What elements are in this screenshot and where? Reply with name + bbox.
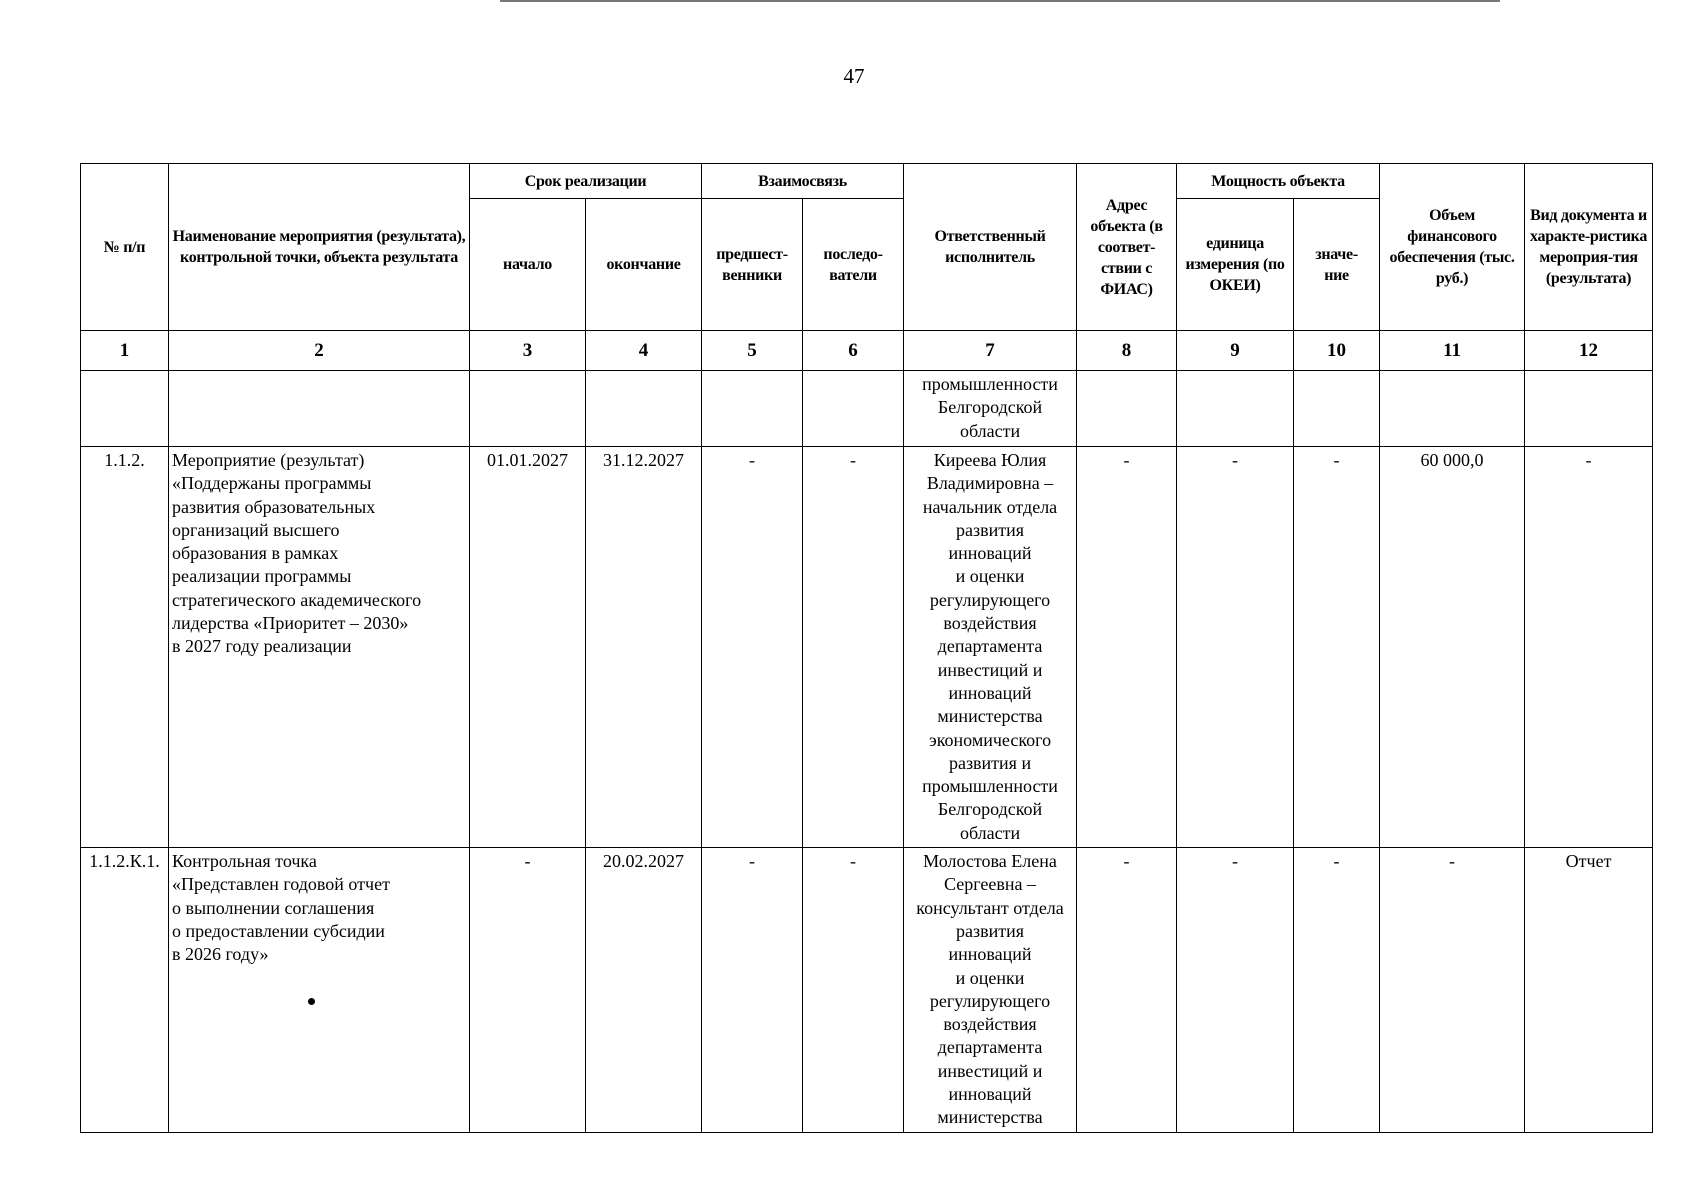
cell-unit: - [1177,447,1294,848]
cell-finance [1380,371,1525,447]
cell-name [169,371,470,447]
cell-successors: - [803,848,904,1133]
cell-responsible: Киреева Юлия Владимировна – начальник отдела развития инноваций и оценки регулирующего воздействия департамента инвестиций и инноваций министерства экономического развития и промышленности Белгородской области [904,447,1077,848]
cell-doc-type [1525,371,1653,447]
cell-num [81,371,169,447]
scan-edge-line [500,0,1500,2]
cell-name: Контрольная точка «Представлен годовой отчет о выполнении соглашения о предоставлении субсидии в 2026 году» [169,848,470,1133]
cell-unit [1177,371,1294,447]
header-capacity-group: Мощность объекта [1177,164,1380,199]
cell-end: 20.02.2027 [586,848,702,1133]
column-number-row [81,331,1653,371]
cell-address [1077,371,1177,447]
table-row [81,848,1653,1133]
cell-finance: - [1380,848,1525,1133]
cell-start: 01.01.2027 [470,447,586,848]
header-row-1 [81,164,1653,199]
cell-value: - [1294,848,1380,1133]
header-unit: единица измерения (по ОКЕИ) [1177,199,1294,331]
cell-address: - [1077,447,1177,848]
header-term-group: Срок реализации [470,164,702,199]
cell-value [1294,371,1380,447]
cell-responsible: промышленности Белгородской области [904,371,1077,447]
cell-predecessors: - [702,447,803,848]
cell-predecessors: - [702,848,803,1133]
header-successors: последо- ватели [803,199,904,331]
header-num: № п/п [81,164,169,331]
cell-doc-type: - [1525,447,1653,848]
cell-predecessors [702,371,803,447]
cell-start: - [470,848,586,1133]
header-responsible: Ответственный исполнитель [904,164,1077,331]
column-number: 11 [1380,331,1525,371]
page-number: 47 [843,64,865,88]
cell-end [586,371,702,447]
cell-num: 1.1.2.К.1. [81,848,169,1133]
column-number: 8 [1077,331,1177,371]
header-end: окончание [586,199,702,331]
column-number: 6 [803,331,904,371]
column-number: 2 [169,331,470,371]
cell-start [470,371,586,447]
table-row [81,447,1653,848]
column-number: 9 [1177,331,1294,371]
cell-num: 1.1.2. [81,447,169,848]
header-link-group: Взаимосвязь [702,164,904,199]
cell-value: - [1294,447,1380,848]
header-predecessors: предшест- венники [702,199,803,331]
column-number: 5 [702,331,803,371]
header-value: значе- ние [1294,199,1380,331]
cell-finance: 60 000,0 [1380,447,1525,848]
header-doc-type: Вид документа и характе-ристика мероприя-тия (результата) [1525,164,1653,331]
column-number: 1 [81,331,169,371]
activity-plan-table [80,163,1653,1133]
column-number: 3 [470,331,586,371]
cell-successors: - [803,447,904,848]
cell-unit: - [1177,848,1294,1133]
cell-successors [803,371,904,447]
cell-end: 31.12.2027 [586,447,702,848]
column-number: 7 [904,331,1077,371]
column-number: 12 [1525,331,1653,371]
column-number: 4 [586,331,702,371]
header-address: Адрес объекта (в соответ-ствии с ФИАС) [1077,164,1177,331]
cell-responsible: Молостова Елена Сергеевна – консультант отдела развития инноваций и оценки регулирующего воздействия департамента инвестиций и инноваций министерства [904,848,1077,1133]
header-start: начало [470,199,586,331]
table-row [81,371,1653,447]
column-number: 10 [1294,331,1380,371]
cell-name: Мероприятие (результат) «Поддержаны программы развития образовательных организаций высшего образования в рамках реализации программы стратегического академического лидерства «Приоритет – 2030» в 2027 году реализации [169,447,470,848]
header-finance: Объем финансового обеспечения (тыс. руб.) [1380,164,1525,331]
stray-ink-dot [308,998,315,1005]
cell-doc-type: Отчет [1525,848,1653,1133]
cell-address: - [1077,848,1177,1133]
header-name: Наименование мероприятия (результата), контрольной точки, объекта результата [169,164,470,331]
